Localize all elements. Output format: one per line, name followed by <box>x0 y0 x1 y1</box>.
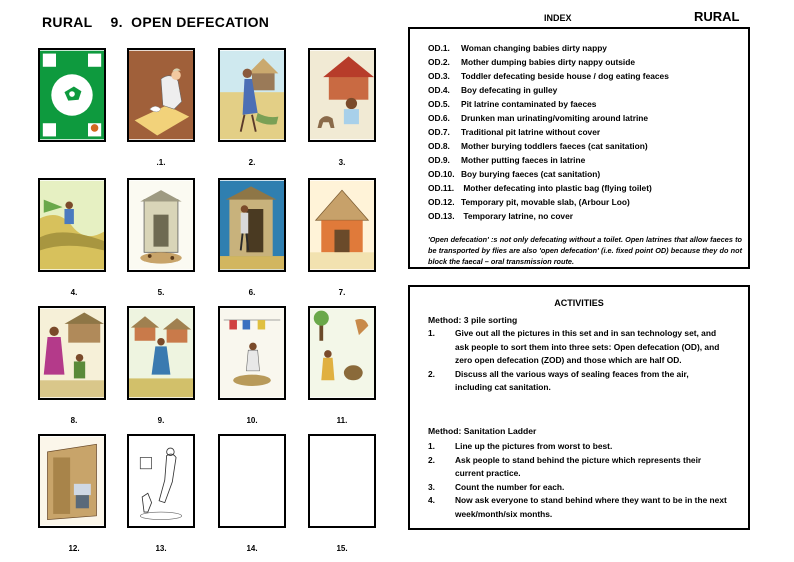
cover-logo-icon <box>40 50 104 140</box>
card-9[interactable] <box>127 306 195 400</box>
index-item: OD.12. Temporary pit, movable slab, (Arbour Loo) <box>428 197 630 207</box>
card-1[interactable] <box>127 48 195 142</box>
card-label: 11. <box>336 416 348 425</box>
card-4[interactable] <box>38 178 106 272</box>
flying-toilet-icon <box>310 308 374 398</box>
boy-burying-faeces-icon <box>220 308 284 398</box>
rural-label-left: RURAL <box>42 14 93 30</box>
page-header <box>42 14 269 30</box>
mother-burying-faeces-icon <box>40 308 104 398</box>
method-steps <box>428 327 728 395</box>
method-step: 1. Line up the pictures from worst to best. <box>428 441 613 451</box>
activities-title: ACTIVITIES <box>554 298 604 308</box>
index-item: OD.4. Boy defecating in gulley <box>428 85 558 95</box>
temporary-latrine-sketch-icon <box>129 436 193 526</box>
card-label: 3. <box>338 158 346 167</box>
card-label: 4. <box>70 288 78 297</box>
card-15[interactable] <box>308 434 376 528</box>
index-item: OD.11. Mother defecating into plastic bag (flying toilet) <box>428 183 652 193</box>
card-label: 6. <box>248 288 256 297</box>
index-item: OD.6. Drunken man urinating/vomiting around latrine <box>428 113 649 123</box>
mother-dumping-nappy-icon <box>220 50 284 140</box>
method-step: 2. Ask people to stand behind the picture which represents their current practice. <box>428 454 702 478</box>
section-number: 9. <box>110 14 123 30</box>
rural-label-right: RURAL <box>694 9 740 24</box>
card-2[interactable] <box>218 48 286 142</box>
card-label: 10. <box>246 416 258 425</box>
method-step: 1. Give out all the pictures in this set and in san technology set, and ask people to sort them into three sets: Open defecation (OD), and zero open defecation (ZOD) and those which are half OD. <box>428 328 720 365</box>
card-label: 2. <box>248 158 256 167</box>
card-label: 12. <box>68 544 80 553</box>
card-3[interactable] <box>308 48 376 142</box>
index-item: OD.5. Pit latrine contaminated by faeces <box>428 99 597 109</box>
index-list <box>428 41 669 223</box>
dirty-pit-latrine-icon <box>129 180 193 270</box>
method-step: 2. Discuss all the various ways of sealing feaces from the air, including cat sanitation. <box>428 368 689 392</box>
index-item: OD.8. Mother burying toddlers faeces (cat sanitation) <box>428 141 648 151</box>
boy-in-gulley-icon <box>40 180 104 270</box>
card-label: 5. <box>157 288 165 297</box>
card-label: 9. <box>157 416 165 425</box>
card-11[interactable] <box>308 306 376 400</box>
card-10[interactable] <box>218 306 286 400</box>
card-label: .1. <box>156 158 166 167</box>
index-item: OD.10. Boy burying faeces (cat sanitation) <box>428 169 601 179</box>
index-item: OD.13. Temporary latrine, no cover <box>428 211 574 221</box>
method-title: Method: 3 pile sorting <box>428 315 518 325</box>
card-8[interactable] <box>38 306 106 400</box>
index-item: OD.2. Mother dumping babies dirty nappy outside <box>428 57 636 67</box>
section-title: OPEN DEFECATION <box>131 14 270 30</box>
card-5[interactable] <box>127 178 195 272</box>
index-item: OD.1. Woman changing babies dirty nappy <box>428 43 607 53</box>
card-12[interactable] <box>38 434 106 528</box>
index-note: 'Open defecation' :s not only defecating without a toilet. Open latrines that allow faeces to be transported by flies are also 'open defecation' (i.e. fixed point OD) because they do not block the faecal – oral transmission route. <box>428 235 742 266</box>
card-13[interactable] <box>127 434 195 528</box>
method-steps <box>428 440 728 521</box>
index-title: INDEX <box>544 13 572 23</box>
arbour-loo-icon <box>40 436 104 526</box>
card-14[interactable] <box>218 434 286 528</box>
card-label: 8. <box>70 416 78 425</box>
card-7[interactable] <box>308 178 376 272</box>
method-step: 3. Count the number for each. <box>428 481 565 492</box>
index-item: OD.9. Mother putting faeces in latrine <box>428 155 586 165</box>
card-label: 13. <box>155 544 167 553</box>
card-label: 7. <box>338 288 346 297</box>
activities-panel <box>408 285 750 530</box>
traditional-pit-latrine-icon <box>310 180 374 270</box>
method-step: 4. Now ask everyone to stand behind where they want to be in the next week/month/six months. <box>428 495 727 519</box>
index-panel <box>408 27 750 269</box>
card-label: 15. <box>336 544 348 553</box>
man-at-latrine-icon <box>220 180 284 270</box>
toddler-and-dog-icon <box>310 50 374 140</box>
method-title: Method: Sanitation Ladder <box>428 426 537 436</box>
woman-changing-nappy-icon <box>129 50 193 140</box>
card-cover[interactable] <box>38 48 106 142</box>
index-item: OD.3. Toddler defecating beside house / dog eating feaces <box>428 71 669 81</box>
mother-putting-faeces-in-latrine-icon <box>129 308 193 398</box>
index-item: OD.7. Traditional pit latrine without cover <box>428 127 601 137</box>
card-label: 14. <box>246 544 258 553</box>
card-6[interactable] <box>218 178 286 272</box>
